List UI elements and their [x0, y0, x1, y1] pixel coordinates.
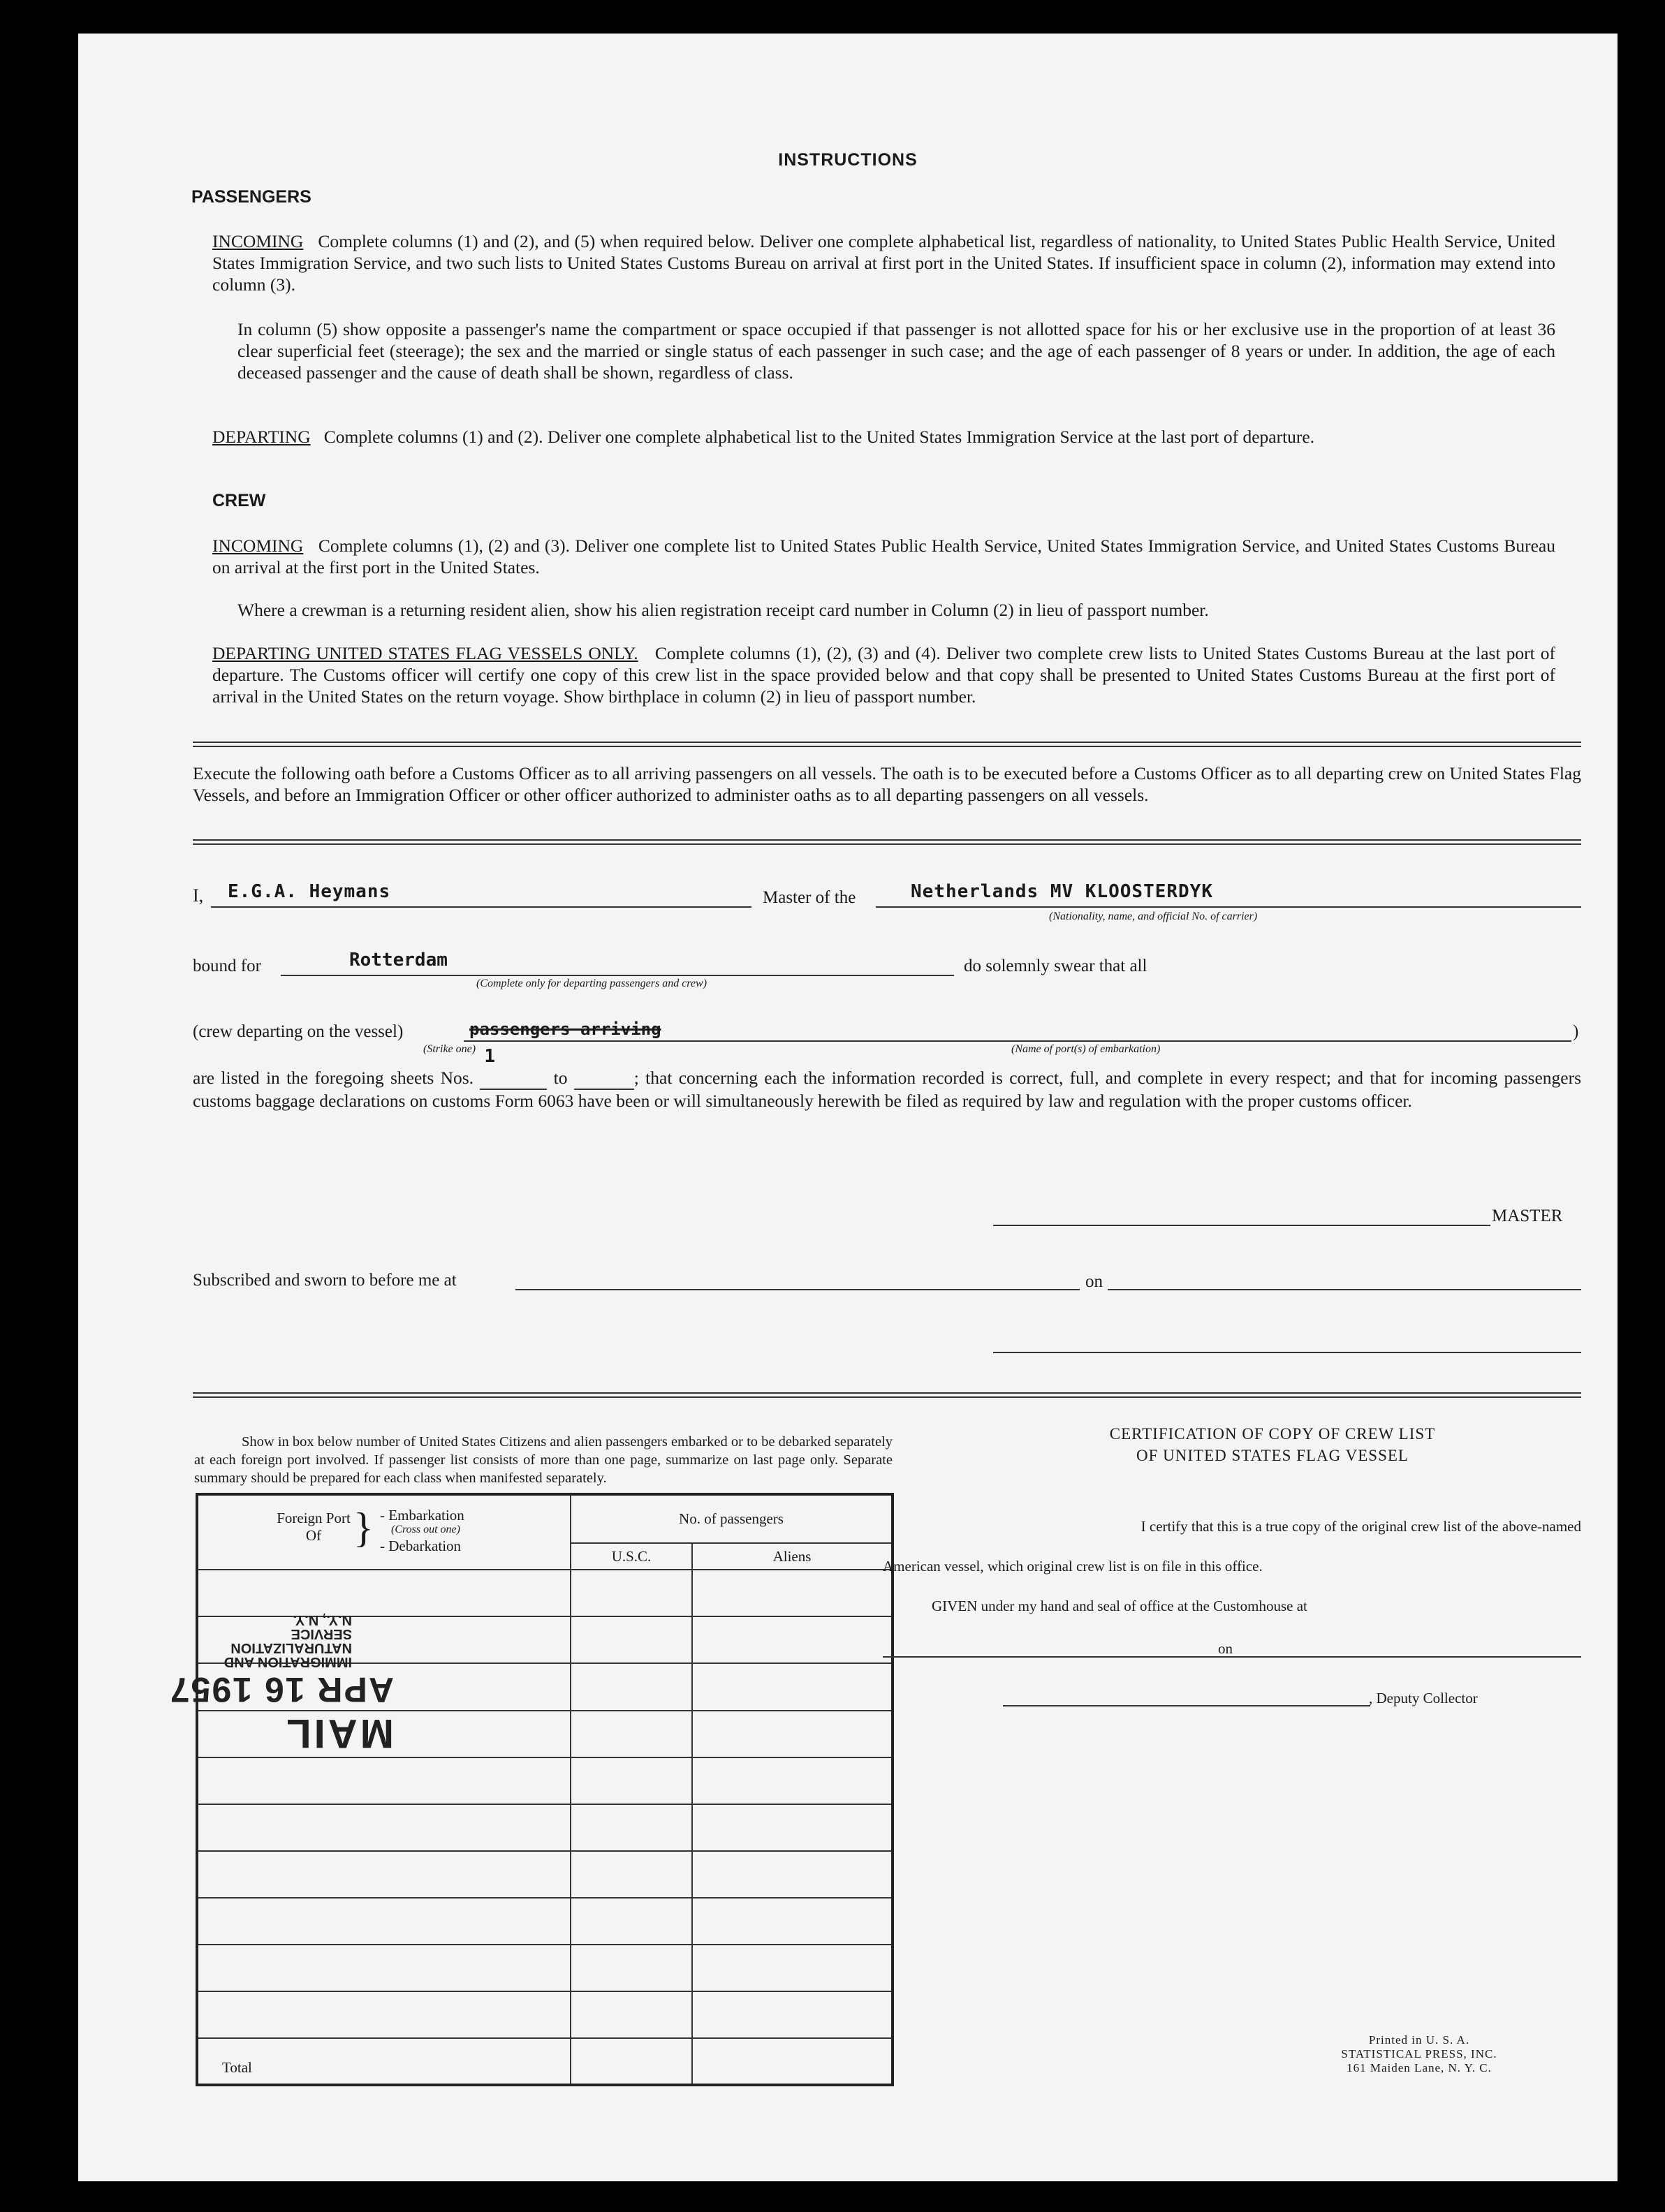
- embarkation-label: - Embarkation: [380, 1506, 464, 1524]
- section-divider: [193, 839, 1581, 845]
- no-passengers-header: No. of passengers: [571, 1494, 893, 1543]
- section-divider: [193, 1392, 1581, 1398]
- passengers-departing-paragraph: [212, 426, 1555, 448]
- bound-for-caption: (Complete only for departing passengers and crew): [476, 978, 707, 989]
- aliens-cell[interactable]: [692, 1991, 893, 2038]
- passengers-heading: PASSENGERS: [191, 187, 311, 207]
- stamp-line2: NATURALIZATION: [230, 1640, 352, 1656]
- brace-icon: }: [353, 1504, 374, 1551]
- usc-cell[interactable]: [571, 1898, 692, 1945]
- sheets-post-text: ; that concerning each the information recorded is correct, full, and complete in every respect; and that for incoming passengers customs baggage declarations on customs Form 6063 have been or will simultaneously herewith be filed as required by law and regulation with the proper customs officer.: [193, 1068, 1582, 1111]
- certification-date-line: [1238, 1656, 1581, 1658]
- passengers-departing-text: Complete columns (1) and (2). Deliver one complete alphabetical list to the United States Immigration Service at the last port of departure.: [323, 427, 1315, 447]
- printer-line1: Printed in U. S. A.: [1368, 2033, 1470, 2047]
- section-divider: [193, 742, 1581, 747]
- vessel-line: [876, 906, 1581, 908]
- subscribed-on-label: on: [1085, 1272, 1103, 1291]
- aliens-cell[interactable]: [692, 1804, 893, 1851]
- passengers-departing-label: DEPARTING: [212, 427, 311, 447]
- usc-cell[interactable]: [571, 1711, 692, 1757]
- debarkation-label: - Debarkation: [380, 1537, 462, 1554]
- port-cell[interactable]: [197, 1991, 571, 2038]
- stamp-line3: SERVICE: [291, 1626, 352, 1642]
- stamp-date: APR 16 1957: [168, 1670, 394, 1709]
- port-cell[interactable]: [197, 1898, 571, 1945]
- port-caption: (Name of port(s) of embarkation): [1011, 1043, 1161, 1055]
- deputy-signature-line: [1003, 1705, 1370, 1706]
- passengers-incoming-paragraph: [212, 230, 1555, 295]
- subscribed-date-line: [1108, 1289, 1581, 1290]
- port-cell[interactable]: [197, 1804, 571, 1851]
- aliens-total-cell[interactable]: [692, 2038, 893, 2085]
- stamp-line4: N.Y., N.Y.: [293, 1612, 352, 1628]
- usc-header: U.S.C.: [571, 1543, 692, 1570]
- crew-departing-text: Complete columns (1), (2), (3) and (4). Deliver two complete crew lists to United States Customs Bureau at the last port of departure. The Customs officer will certify one copy of this crew list in the space provided below and that copy shall be presented to United States Customs Bureau at the first port of arrival in the United States on the return voyage. Show birthplace in column (2) in lieu of passport number.: [212, 643, 1555, 707]
- crew-departing-label: DEPARTING UNITED STATES FLAG VESSELS ONLY.: [212, 643, 638, 663]
- master-label: MASTER: [1492, 1207, 1563, 1225]
- usc-cell[interactable]: [571, 1991, 692, 2038]
- port-cell[interactable]: [197, 1945, 571, 1991]
- deputy-collector-label: , Deputy Collector: [1369, 1690, 1478, 1706]
- document-page: [78, 34, 1618, 2181]
- summary-instructions: Show in box below number of United States Citizens and alien passengers embarked or to be debarked separately at each foreign port involved. If passenger list consists of more than one page, summarize on last page only. Separate summary should be prepared for each class when manifested separately.: [194, 1434, 893, 1486]
- master-of-label: Master of the: [763, 888, 856, 907]
- vessel-field[interactable]: Netherlands MV KLOOSTERDYK: [911, 881, 1213, 902]
- certification-title-line1: CERTIFICATION OF COPY OF CREW LIST: [1109, 1425, 1436, 1443]
- column5-paragraph: In column (5) show opposite a passenger's name the compartment or space occupied if that passenger is not allotted space for his or her exclusive use in the proportion of at least 36 clear superficial feet (steerage); the sex and the married or single status of each passenger in such case; and the age of each passenger of 8 years or under. In addition, the age of each deceased passenger and the cause of death shall be shown, regardless of class.: [237, 319, 1555, 383]
- usc-cell[interactable]: [571, 1663, 692, 1710]
- passengers-incoming-text: Complete columns (1) and (2), and (5) when required below. Deliver one complete alphabetical list, regardless of nationality, to United States Public Health Service, United States Immigration Service, and two such lists to United States Customs Bureau on arrival at first port in the United States. If insufficient space in column (2), information may extend into column (3).: [212, 231, 1555, 295]
- instructions-title: INSTRUCTIONS: [778, 150, 918, 170]
- certify-text: I certify that this is a true copy of the original crew list of the above-named: [1140, 1518, 1581, 1535]
- aliens-header: Aliens: [692, 1543, 893, 1570]
- bound-for-label: bound for: [193, 957, 261, 975]
- aliens-cell[interactable]: [692, 1711, 893, 1757]
- oath-i-label: I,: [193, 885, 204, 906]
- port-cell[interactable]: [197, 1851, 571, 1898]
- foreign-port-of-label: Foreign Port Of: [277, 1509, 351, 1544]
- aliens-cell[interactable]: [692, 1757, 893, 1804]
- port-cell[interactable]: [197, 1757, 571, 1804]
- crew-incoming-paragraph: [212, 535, 1555, 578]
- bound-for-field[interactable]: Rotterdam: [349, 950, 448, 971]
- crew-departing-label: (crew departing on the vessel): [193, 1022, 404, 1041]
- crew-incoming-text: Complete columns (1), (2) and (3). Deliver one complete list to United States Public Health Service, United States Immigration Service, and United States Customs Bureau on arrival at the first port in the United States.: [212, 536, 1555, 577]
- vessel-caption: (Nationality, name, and official No. of carrier): [1049, 910, 1258, 922]
- usc-cell[interactable]: [571, 1804, 692, 1851]
- embarkation-port-line: [464, 1040, 1571, 1042]
- aliens-cell[interactable]: [692, 1898, 893, 1945]
- aliens-cell[interactable]: [692, 1663, 893, 1710]
- master-name-field[interactable]: E.G.A. Heymans: [228, 881, 391, 902]
- printer-imprint: [1266, 2033, 1573, 2075]
- aliens-cell[interactable]: [692, 1851, 893, 1898]
- immigration-stamp: [142, 1560, 394, 1755]
- crew-resident-paragraph: Where a crewman is a returning resident alien, show his alien registration receipt card number in Column (2) in lieu of passport number.: [237, 600, 1209, 620]
- strike-field[interactable]: passengers arriving: [469, 1019, 661, 1039]
- usc-cell[interactable]: [571, 1616, 692, 1663]
- officer-signature-line: [993, 1352, 1581, 1353]
- passengers-incoming-label: INCOMING: [212, 231, 304, 251]
- foreign-port-header: [197, 1494, 571, 1570]
- certification-on-label: on: [1218, 1640, 1233, 1657]
- total-label: Total: [197, 2038, 571, 2085]
- usc-cell[interactable]: [571, 1757, 692, 1804]
- to-label: to: [553, 1068, 568, 1088]
- oath-intro: Execute the following oath before a Customs Officer as to all arriving passengers on all vessels. The oath is to be executed before a Customs Officer as to all departing crew on United States Flag Vessels, and before an Immigration Officer or other officer authorized to administer oaths as to all departing passengers on all vessels.: [193, 763, 1581, 805]
- swear-label: do solemnly swear that all: [964, 957, 1147, 975]
- cross-out-label: (Cross out one): [391, 1523, 460, 1535]
- close-paren: ): [1573, 1022, 1579, 1041]
- aliens-cell[interactable]: [692, 1616, 893, 1663]
- certification-title: [958, 1423, 1587, 1466]
- sheets-pre-text: are listed in the foregoing sheets Nos.: [193, 1068, 474, 1088]
- crew-heading: CREW: [212, 491, 266, 510]
- crew-incoming-label: INCOMING: [212, 536, 304, 556]
- subscribed-place-line: [515, 1289, 1080, 1290]
- sheet-to-field[interactable]: [574, 1067, 634, 1090]
- master-name-line: [211, 906, 751, 908]
- printer-line3: 161 Maiden Lane, N. Y. C.: [1347, 2061, 1492, 2074]
- printer-line2: STATISTICAL PRESS, INC.: [1341, 2047, 1497, 2060]
- usc-total-cell[interactable]: [571, 2038, 692, 2085]
- stamp-line1: IMMIGRATION AND: [223, 1654, 352, 1669]
- bound-for-line: [281, 975, 954, 976]
- sheet-from-field[interactable]: 1: [480, 1067, 547, 1090]
- usc-cell[interactable]: [571, 1851, 692, 1898]
- stamp-word: MAIL: [284, 1711, 394, 1756]
- certification-title-line2: OF UNITED STATES FLAG VESSEL: [1136, 1447, 1409, 1464]
- aliens-cell[interactable]: [692, 1945, 893, 1991]
- master-signature-line: [993, 1225, 1490, 1226]
- crew-departing-paragraph: [212, 642, 1555, 707]
- usc-cell[interactable]: [571, 1945, 692, 1991]
- given-text: GIVEN under my hand and seal of office at the Customhouse at: [932, 1598, 1307, 1614]
- subscribed-label: Subscribed and sworn to before me at: [193, 1271, 457, 1290]
- usc-cell[interactable]: [571, 1570, 692, 1616]
- certify-vessel-text: American vessel, which original crew list is on file in this office.: [883, 1558, 1263, 1575]
- strike-caption: (Strike one): [423, 1043, 476, 1055]
- aliens-cell[interactable]: [692, 1570, 893, 1616]
